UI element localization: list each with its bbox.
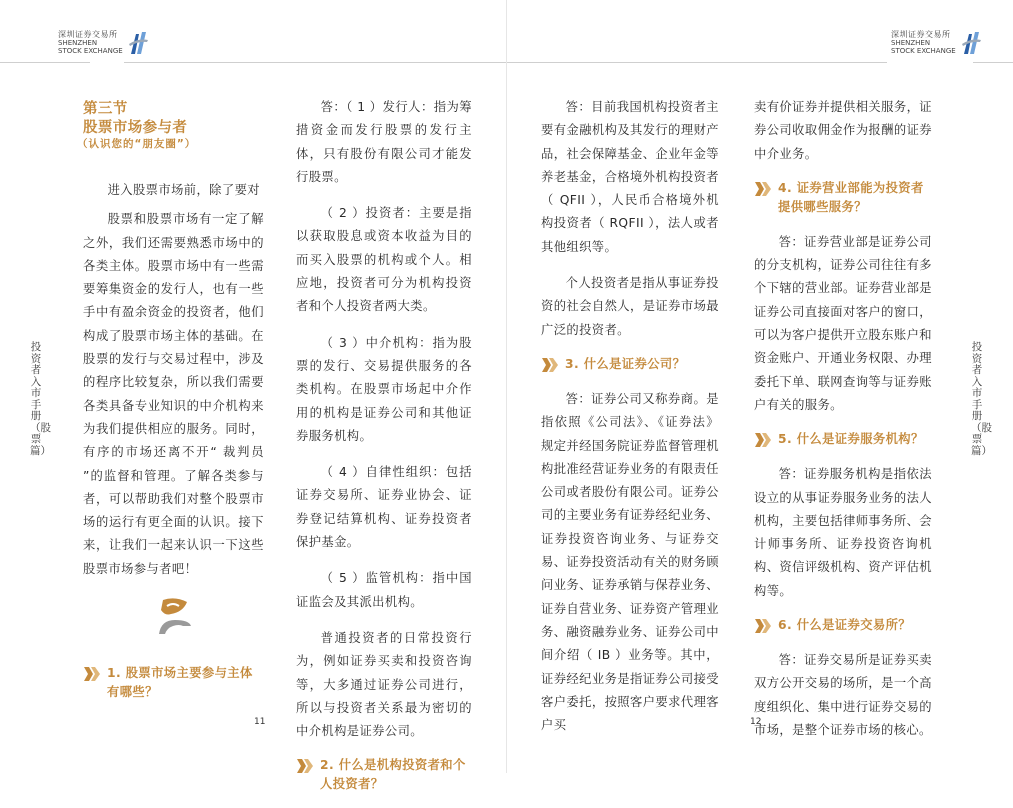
intro-paragraph: 股票和股票市场有一定了解之外，我们还需要熟悉市场中的各类主体。股票市场中有一些需要筹集资金的发行人，也有一些手中有盈余资金的投资者，他们构成了股票市场主体的基础。在股票的发行与交易过程中，涉及的程序比较复杂，所以我们需要各类具备专业知识的中介机构来为我们提供相应的服务。同时，有序的市场还离不开“ 裁判员 ”的监督和管理。了解各类参与者，可以帮助我们对整个股票市场的运行有更全面的认识。接下来，让我们一起来认识一下这些股票市场参与者吧！ bbox=[83, 212, 264, 576]
question-6 bbox=[754, 616, 932, 635]
intro-line: 进入股票市场前，除了要对 bbox=[107, 183, 260, 197]
question-2 bbox=[296, 756, 472, 794]
left-page bbox=[0, 0, 506, 792]
answer-1-paragraph: （ 4 ）自律性组织：包括证券交易所、证券业协会、证券登记结算机构、证券投资者保护基金。 bbox=[296, 465, 472, 550]
section-title: 股票市场参与者 bbox=[83, 120, 188, 136]
answer-1-paragraph: 答：（ 1 ）发行人：指为筹措资金而发行股票的发行主体，只有股份有限公司才能发行股票。 bbox=[296, 100, 472, 184]
question-1 bbox=[83, 664, 264, 702]
left-question-1-wrap bbox=[83, 660, 264, 716]
question-3 bbox=[541, 355, 719, 374]
right-page bbox=[507, 0, 1013, 773]
side-label: 投资者入市手册（股票篇） bbox=[971, 341, 992, 457]
szse-emblem-icon bbox=[127, 30, 149, 56]
header-rule bbox=[124, 62, 506, 63]
chevron-bullet-icon bbox=[296, 758, 314, 774]
page-number: 11 bbox=[254, 717, 266, 727]
answer-4-paragraph: 答：证券营业部是证券公司的分支机构，证券公司往往有多个下辖的营业部。证券营业部是证券公司直接面对客户的窗口，可以为客户提供开立股东账户和资金账户、开通业务权限、办理委托下单、联网查询等与证券账户有关的服务。 bbox=[754, 234, 932, 412]
answer-2-paragraph: 个人投资者是指从事证券投资的社会自然人，是证券市场最广泛的投资者。 bbox=[541, 276, 719, 337]
left-column-1 bbox=[77, 100, 264, 594]
logo-cn-text: 深圳证券交易所 bbox=[58, 30, 118, 39]
chevron-bullet-icon bbox=[754, 181, 772, 197]
chevron-bullet-icon bbox=[754, 432, 772, 448]
answer-3-paragraph: 答：证券公司又称券商。是指依照《公司法》、《证券法》规定并经国务院证券监督管理机构批准经营证券业务的有限责任公司或者股份有限公司。证券公司的主要业务有证券经纪业务、证券投资咨询业务、与证券交易、证券投资活动有关的财务顾问业务、证券承销与保荐业务、证券自营业务、证券资产管理业务、融资融券业务、证券公司中间介绍（ IB ）业务等。其中，证券经纪业务是指证券公司接受客户委托，按照客户要求代理客户买 bbox=[541, 391, 719, 733]
question-5 bbox=[754, 430, 932, 449]
page-number: 12 bbox=[750, 717, 762, 727]
answer-2-paragraph: 答：目前我国机构投资者主要有金融机构及其发行的理财产品，社会保障基金、企业年金等养老基金，合格境外机构投资者（ QFII ），人民币合格境外机构投资者（ RQFII ），法人或者其他组织等。 bbox=[541, 100, 719, 254]
chevron-bullet-icon bbox=[83, 666, 101, 682]
header-rule bbox=[507, 62, 887, 63]
logo-en-text-2: STOCK EXCHANGE bbox=[891, 47, 956, 55]
left-column-2 bbox=[296, 96, 472, 808]
szse-logo bbox=[58, 30, 149, 56]
answer-5-paragraph: 答：证券服务机构是指依法设立的从事证券服务业务的法人机构，主要包括律师事务所、会计师事务所、证券投资咨询机构、资信评级机构、资产评估机构等。 bbox=[754, 467, 932, 598]
question-5-text: 5. 什么是证券服务机构？ bbox=[778, 432, 924, 447]
section-number: 第三节 bbox=[83, 101, 128, 117]
answer-1-paragraph: （ 2 ）投资者：主要是指以获取股息或资本收益为目的而买入股票的机构或个人。相应地，投资者可分为机构投资者和个人投资者两大类。 bbox=[296, 206, 472, 314]
logo-cn-text: 深圳证券交易所 bbox=[891, 30, 951, 39]
chevron-bullet-icon bbox=[754, 618, 772, 634]
szse-emblem-icon bbox=[960, 30, 982, 56]
right-column-2 bbox=[754, 96, 932, 755]
question-4-text: 4. 证券营业部能为投资者提供哪些服务？ bbox=[778, 180, 924, 214]
question-4 bbox=[754, 179, 932, 217]
answer-6-paragraph: 答：证券交易所是证券买卖双方公开交易的场所，是一个高度组织化、集中进行证券交易的市场，是整个证券市场的核心。 bbox=[754, 653, 932, 737]
logo-en-text-2: STOCK EXCHANGE bbox=[58, 47, 123, 55]
section-subtitle: （认识您的“朋友圈”） bbox=[77, 138, 197, 150]
header-rule bbox=[0, 62, 90, 63]
answer-3-continued: 卖有价证券并提供相关服务，证券公司收取佣金作为报酬的证券中介业务。 bbox=[754, 100, 932, 161]
right-column-1 bbox=[541, 96, 719, 750]
question-6-text: 6. 什么是证券交易所？ bbox=[778, 618, 911, 633]
answer-1-paragraph: 普通投资者的日常投资行为，例如证券买卖和投资咨询等，大多通过证券公司进行，所以与投资者关系最为密切的中介机构是证券公司。 bbox=[296, 630, 472, 739]
szse-logo bbox=[891, 30, 982, 56]
answer-1-paragraph: （ 3 ）中介机构：指为股票的发行、交易提供服务的各类机构。在股票市场起中介作用的机构是证券公司和其他证券服务机构。 bbox=[296, 335, 472, 443]
question-3-text: 3. 什么是证券公司？ bbox=[565, 356, 686, 371]
answer-1-paragraph: （ 5 ）监管机构：指中国证监会及其派出机构。 bbox=[296, 571, 472, 609]
handshake-icon bbox=[157, 596, 195, 636]
side-label: 投资者入市手册（股票篇） bbox=[30, 341, 51, 457]
question-2-text: 2. 什么是机构投资者和个人投资者？ bbox=[320, 758, 466, 792]
question-1-text: 1. 股票市场主要参与主体有哪些？ bbox=[107, 666, 253, 699]
chevron-bullet-icon bbox=[541, 357, 559, 373]
logo-en-text-1: SHENZHEN bbox=[891, 39, 931, 47]
logo-en-text-1: SHENZHEN bbox=[58, 39, 98, 47]
header-rule bbox=[973, 62, 1013, 63]
